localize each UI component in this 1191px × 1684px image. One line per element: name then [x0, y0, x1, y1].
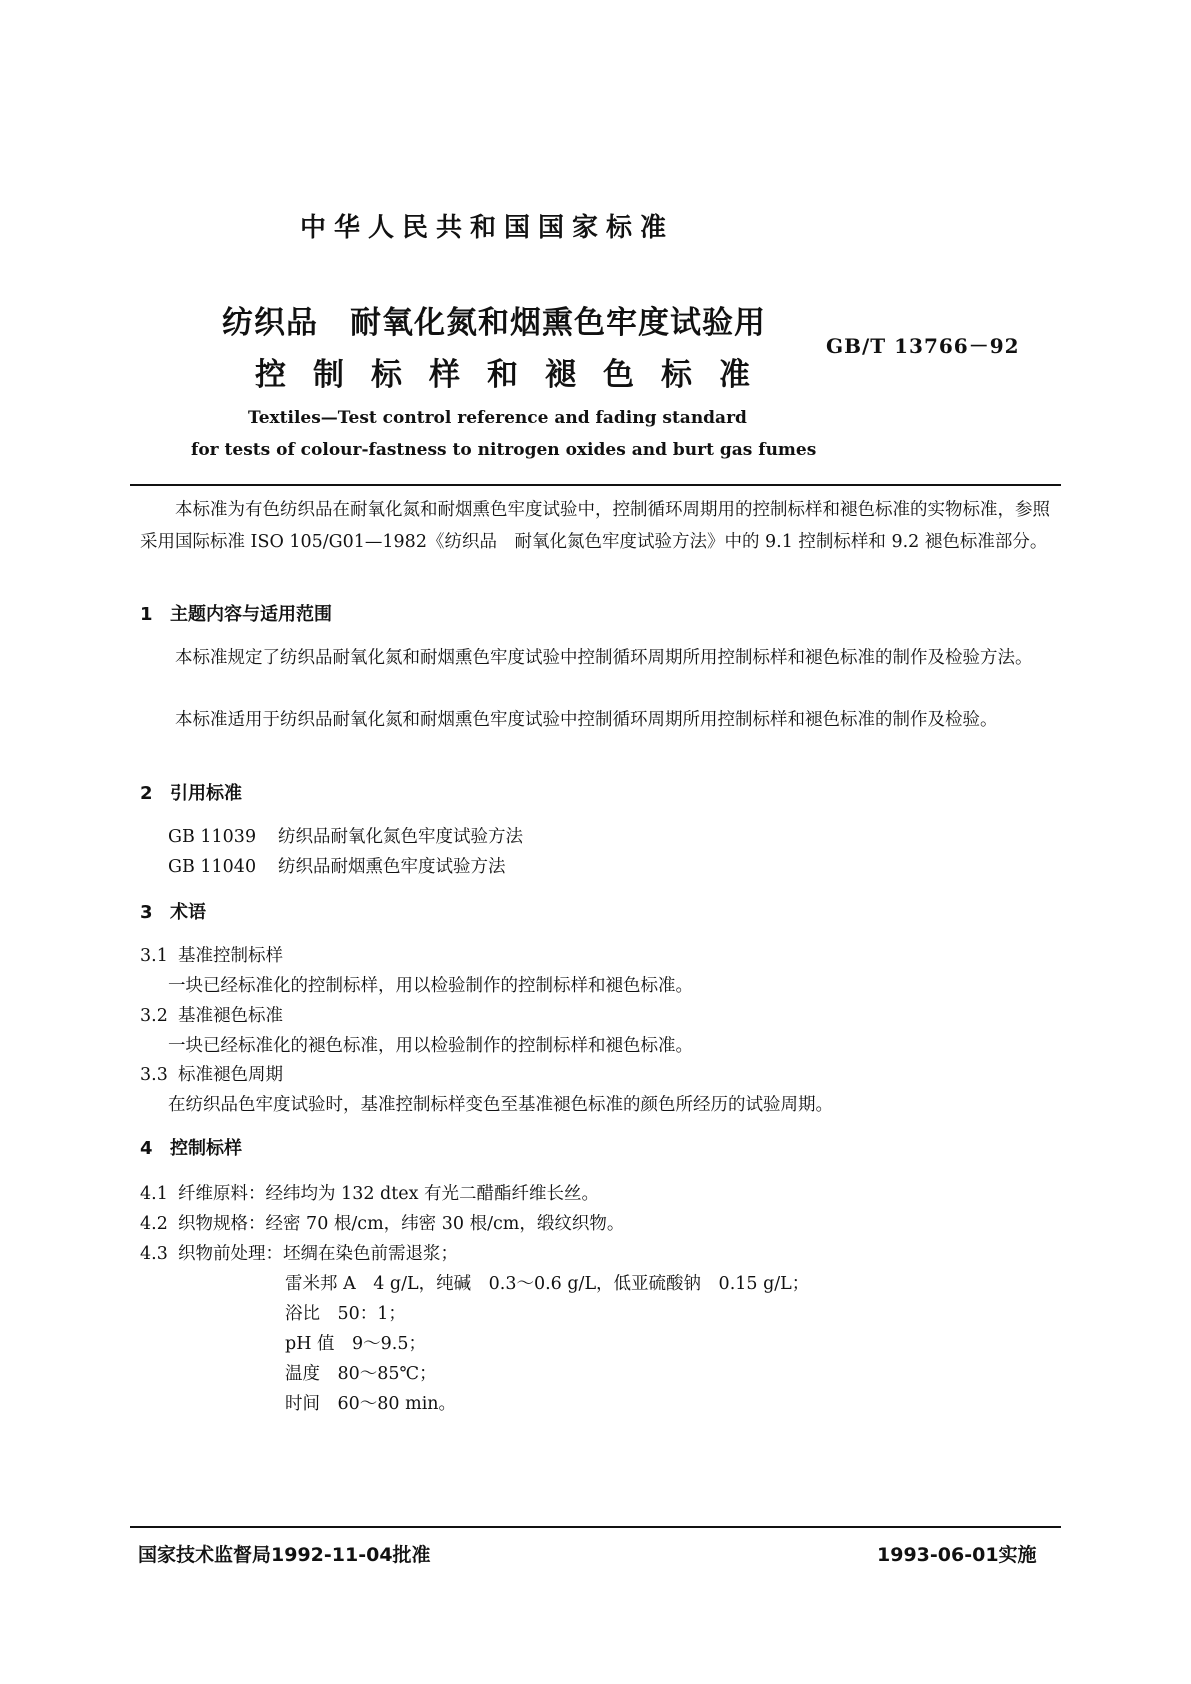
clause-number: 4.2 [140, 1214, 168, 1234]
national-standard-heading: 中华人民共和国国家标准 [300, 213, 675, 243]
term-number: 3.2 [140, 1006, 168, 1026]
clause-number: 4.1 [140, 1184, 168, 1204]
approval-date: 国家技术监督局1992-11-04批准 [138, 1544, 431, 1566]
section-1-heading [140, 600, 332, 626]
section-title: 主题内容与适用范围 [170, 604, 332, 625]
english-title-line1: Textiles—Test control reference and fading standard [248, 408, 747, 428]
term-3-3 [140, 1061, 283, 1086]
clause-4-2 [140, 1210, 624, 1235]
implementation-date: 1993-06-01实施 [877, 1544, 1037, 1566]
term-3-1 [140, 942, 283, 967]
section-title: 控制标样 [170, 1138, 242, 1159]
clause-text: 织物前处理：坯绸在染色前需退浆； [178, 1244, 458, 1264]
term-definition: 在纺织品色牢度试验时，基准控制标样变色至基准褪色标准的颜色所经历的试验周期。 [168, 1095, 833, 1115]
document-title-line1: 纺织品 耐氧化氮和烟熏色牢度试验用 [222, 305, 766, 341]
section-title: 引用标准 [170, 783, 242, 804]
english-title-line2: for tests of colour-fastness to nitrogen oxides and burt gas fumes [191, 440, 817, 460]
term-number: 3.3 [140, 1065, 168, 1085]
footer-divider [130, 1526, 1061, 1528]
reference-item [168, 853, 506, 878]
clause-number: 4.3 [140, 1244, 168, 1264]
document-title-line2: 控制标样和褪色标准 [255, 357, 777, 393]
section-number: 1 [140, 604, 153, 625]
term-name: 基准褪色标准 [178, 1006, 283, 1026]
standard-number: GB/T 13766－92 [826, 334, 1020, 358]
section-1-paragraph-1: 本标准规定了纺织品耐氧化氮和耐烟熏色牢度试验中控制循环周期所用控制标样和褪色标准的制作及检验方法。 [175, 648, 1033, 668]
term-definition: 一块已经标准化的褪色标准，用以检验制作的控制标样和褪色标准。 [168, 1036, 693, 1056]
reference-code: GB 11040 [168, 857, 257, 877]
section-number: 3 [140, 902, 153, 923]
clause-4-3 [140, 1240, 458, 1265]
condition-line: 雷米邦 A 4 g/L，纯碱 0.3～0.6 g/L，低亚硫酸钠 0.15 g/L； [285, 1274, 810, 1294]
term-definition: 一块已经标准化的控制标样，用以检验制作的控制标样和褪色标准。 [168, 976, 693, 996]
section-number: 2 [140, 783, 153, 804]
section-number: 4 [140, 1138, 153, 1159]
section-2-heading [140, 779, 242, 805]
header-divider [130, 484, 1061, 486]
reference-title: 纺织品耐氧化氮色牢度试验方法 [278, 827, 523, 847]
section-title: 术语 [170, 902, 206, 923]
condition-line: 时间 60～80 min。 [285, 1394, 457, 1414]
intro-paragraph: 本标准为有色纺织品在耐氧化氮和耐烟熏色牢度试验中，控制循环周期用的控制标样和褪色标准的实物标准，参照采用国际标准 ISO 105/G01—1982《纺织品 耐氧化氮色牢度试验方法》中的 9.1 控制标样和 9.2 褪色标准部分。 [140, 500, 1050, 552]
condition-line: 温度 80～85℃； [285, 1364, 437, 1384]
clause-text: 织物规格：经密 70 根/cm，纬密 30 根/cm，缎纹织物。 [178, 1214, 625, 1234]
reference-code: GB 11039 [168, 827, 257, 847]
term-name: 基准控制标样 [178, 946, 283, 966]
section-1-paragraph-2: 本标准适用于纺织品耐氧化氮和耐烟熏色牢度试验中控制循环周期所用控制标样和褪色标准的制作及检验。 [175, 710, 998, 730]
reference-title: 纺织品耐烟熏色牢度试验方法 [278, 857, 506, 877]
condition-line: pH 值 9～9.5； [285, 1334, 426, 1354]
term-3-2 [140, 1002, 283, 1027]
reference-item [168, 823, 523, 848]
section-3-heading [140, 898, 206, 924]
term-number: 3.1 [140, 946, 168, 966]
clause-4-1 [140, 1180, 599, 1205]
section-4-heading [140, 1134, 242, 1160]
condition-line: 浴比 50：1； [285, 1304, 406, 1324]
term-name: 标准褪色周期 [178, 1065, 283, 1085]
clause-text: 纤维原料：经纬均为 132 dtex 有光二醋酯纤维长丝。 [178, 1184, 600, 1204]
